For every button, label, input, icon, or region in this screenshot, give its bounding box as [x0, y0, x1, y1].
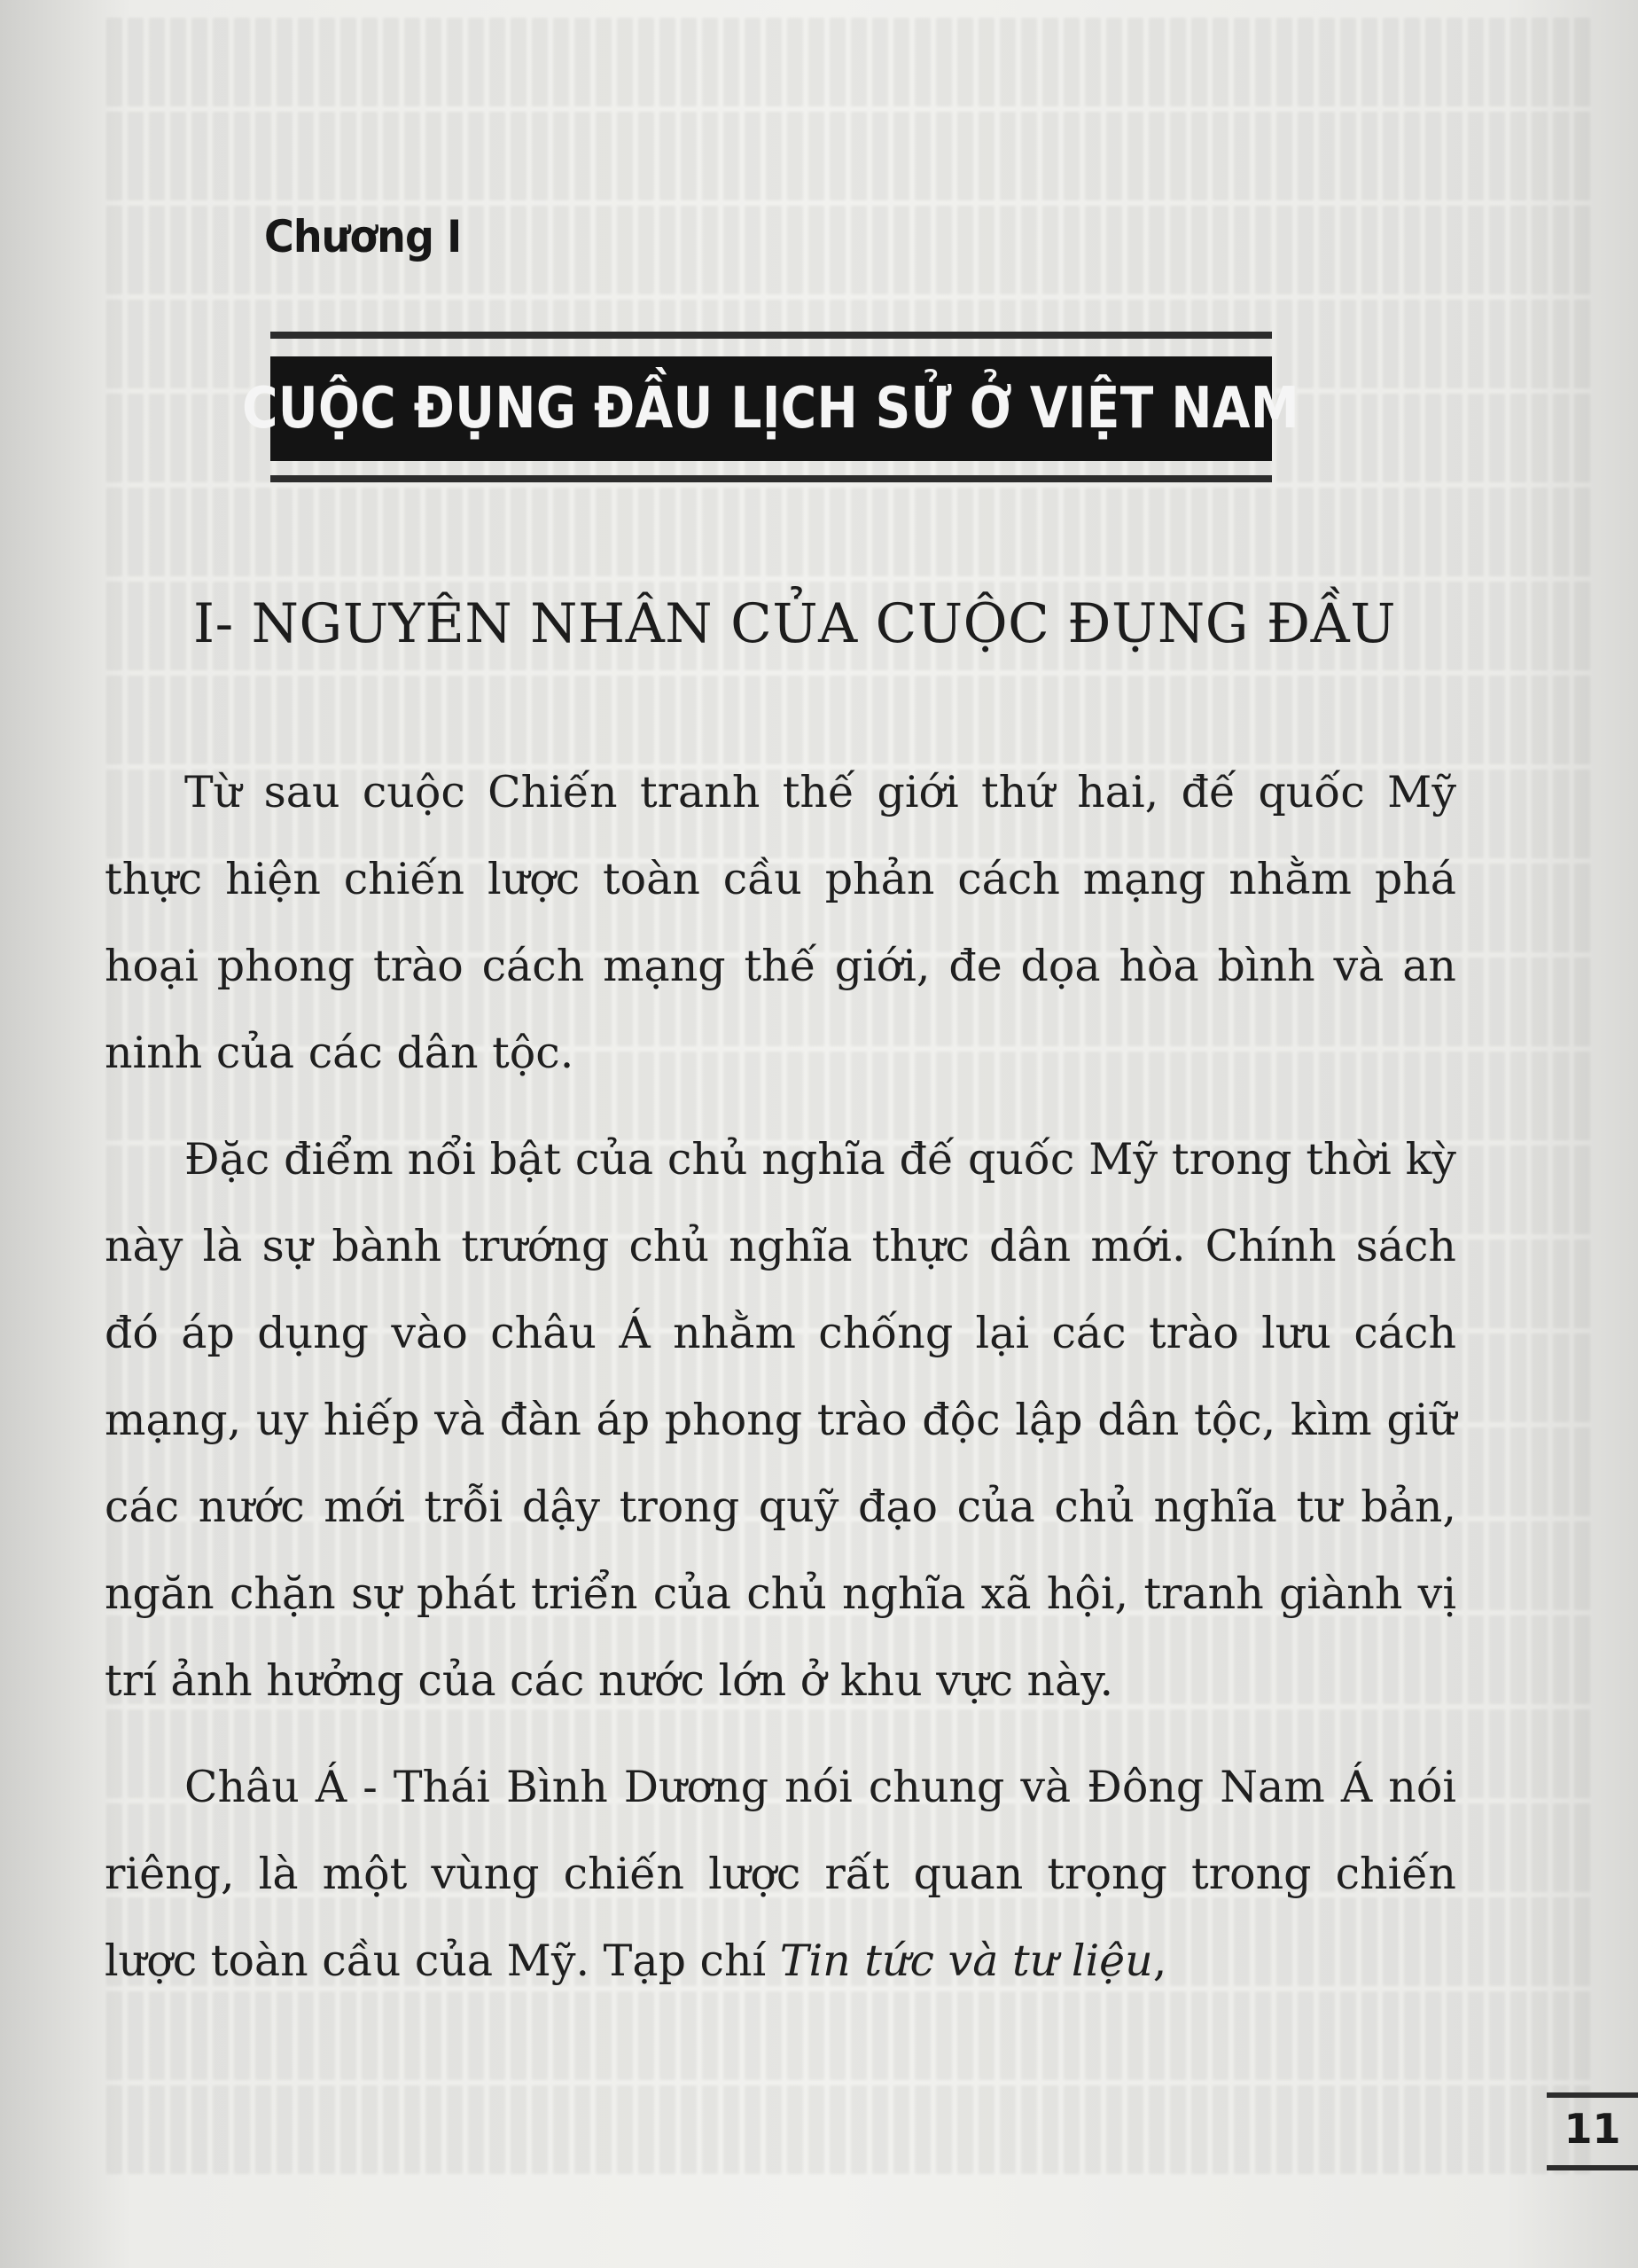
paragraph-3	[105, 1744, 1456, 2005]
journal-title: Tin tức và tư liệu	[779, 1936, 1153, 1986]
page-number: 11	[1564, 2105, 1621, 2153]
paragraph-3-trailing: ,	[1152, 1936, 1167, 1986]
page-number-rule-top	[1547, 2092, 1638, 2098]
body-text	[105, 749, 1456, 2024]
page-number-block	[1547, 2092, 1638, 2181]
paragraph-1: Từ sau cuộc Chiến tranh thế giới thứ hai, đế quốc Mỹ thực hiện chiến lược toàn cầu phản cách mạng nhằm phá hoại phong trào cách mạng thế giới, đe dọa hòa bình và an ninh của các dân tộc.	[105, 767, 1456, 1078]
chapter-title-banner	[242, 356, 1300, 461]
chapter-label: Chương I	[264, 211, 462, 262]
page-number-rule-bottom	[1547, 2165, 1638, 2170]
section-heading: I- NGUYÊN NHÂN CỦA CUỘC ĐỤNG ĐẦU	[193, 592, 1397, 655]
title-rule-bottom	[270, 475, 1272, 482]
paragraph-3-text: Châu Á - Thái Bình Dương nói chung và Đông Nam Á nói riêng, là một vùng chiến lược rất quan trọng trong chiến lược toàn cầu của Mỹ. Tạp chí	[105, 1762, 1456, 1986]
paragraph-2: Đặc điểm nổi bật của chủ nghĩa đế quốc Mỹ trong thời kỳ này là sự bành trướng chủ nghĩa thực dân mới. Chính sách đó áp dụng vào châu Á nhằm chống lại các trào lưu cách mạng, uy hiếp và đàn áp phong trào độc lập dân tộc, kìm giữ các nước mới trỗi dậy trong quỹ đạo của chủ nghĩa tư bản, ngăn chặn sự phát triển của chủ nghĩa xã hội, tranh giành vị trí ảnh hưởng của các nước lớn ở khu vực này.	[105, 1134, 1456, 1706]
title-rule-top	[270, 332, 1272, 339]
chapter-title: CUỘC ĐỤNG ĐẦU LỊCH SỬ Ở VIỆT NAM	[242, 376, 1300, 442]
